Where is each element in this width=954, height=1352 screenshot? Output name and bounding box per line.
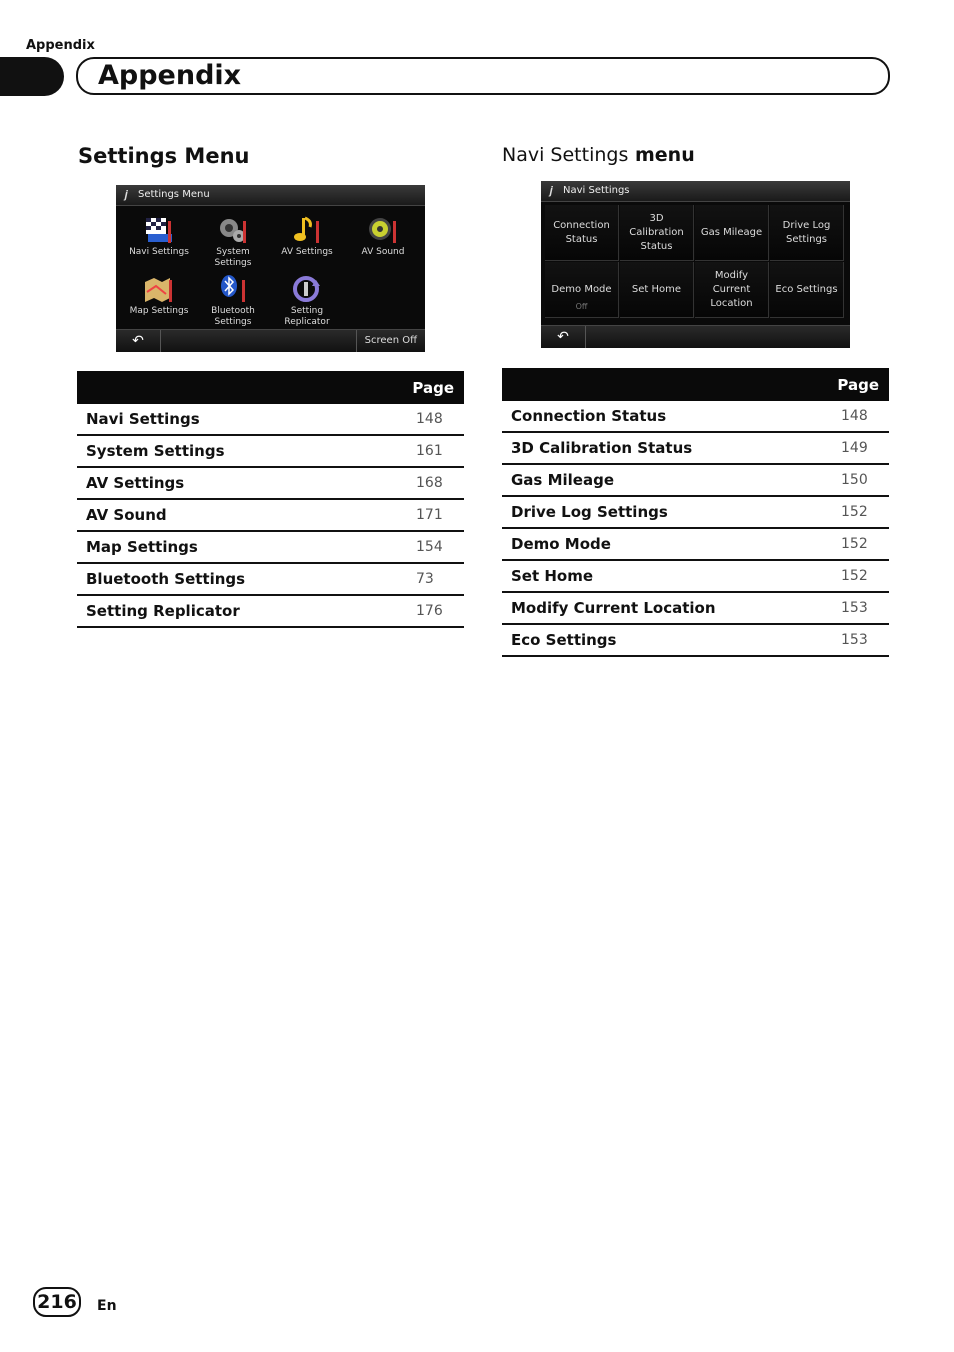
row-page: 153 [841, 632, 868, 648]
page-column-header: Page [412, 379, 454, 397]
title-part: menu [634, 144, 695, 166]
button-label: Set Home [631, 283, 682, 295]
gas-mileage-button[interactable] [695, 205, 769, 261]
button-label: Eco Settings [775, 283, 838, 295]
wrench-icon: 𝒋 [549, 184, 553, 197]
row-name: Setting Replicator [86, 602, 240, 620]
set-home-button[interactable] [620, 262, 694, 318]
gears-icon [216, 215, 250, 245]
tile-label: AV Sound [361, 247, 405, 257]
settings-menu-table [77, 371, 464, 628]
navi-settings-menu-title [502, 144, 695, 166]
row-page: 73 [416, 571, 434, 587]
row-name: Map Settings [86, 538, 198, 556]
running-head: Appendix [26, 38, 95, 53]
row-name: Demo Mode [511, 535, 611, 553]
table-row [502, 465, 889, 497]
tile-label: Replicator [284, 317, 330, 327]
settings-menu-title: Settings Menu [78, 144, 250, 168]
screen-footer [541, 325, 850, 348]
button-label: Drive Log [782, 219, 831, 231]
row-name: System Settings [86, 442, 225, 460]
table-row [77, 500, 464, 532]
title-part: Navi Settings [502, 144, 629, 166]
row-name: Connection Status [511, 407, 667, 425]
settings-menu-screen [116, 185, 425, 352]
table-row [77, 404, 464, 436]
tile-label: Map Settings [129, 306, 189, 316]
back-arrow-icon[interactable]: ↶ [541, 326, 586, 348]
speaker-icon [366, 215, 400, 245]
table-row [77, 564, 464, 596]
row-name: Set Home [511, 567, 594, 585]
screen-header [116, 185, 425, 206]
tile-label: Settings [214, 258, 252, 268]
av-sound-tile[interactable] [346, 215, 420, 258]
map-settings-tile[interactable] [122, 274, 196, 317]
page-title: Appendix [98, 60, 242, 91]
wrench-icon: 𝒋 [124, 188, 128, 201]
drive-log-settings-button[interactable] [770, 205, 844, 261]
row-page: 154 [416, 539, 443, 555]
tile-label: Navi Settings [129, 247, 189, 257]
calibration-status-button[interactable] [620, 205, 694, 261]
button-label: Calibration [629, 226, 684, 238]
row-name: AV Sound [86, 506, 167, 524]
music-note-icon [290, 215, 324, 245]
button-label: Location [710, 297, 753, 309]
table-row [77, 436, 464, 468]
table-row [77, 596, 464, 628]
row-page: 152 [841, 536, 868, 552]
screen-footer [116, 329, 425, 352]
tile-label: AV Settings [281, 247, 333, 257]
table-row [502, 401, 889, 433]
bluetooth-settings-tile[interactable] [196, 274, 270, 328]
button-label: Demo Mode [551, 283, 612, 295]
tile-label: Settings [214, 317, 252, 327]
row-name: Bluetooth Settings [86, 570, 246, 588]
screen-off-button[interactable]: Screen Off [356, 330, 425, 352]
button-label: Modify [714, 269, 749, 281]
row-page: 149 [841, 440, 868, 456]
button-label: Status [640, 240, 673, 252]
table-row [77, 468, 464, 500]
connection-status-button[interactable] [545, 205, 619, 261]
button-label: Status [565, 233, 598, 245]
button-label: Gas Mileage [700, 226, 763, 238]
button-label: Current [712, 283, 751, 295]
row-page: 150 [841, 472, 868, 488]
table-row [502, 529, 889, 561]
row-page: 161 [416, 443, 443, 459]
screen-header-title: Settings Menu [138, 189, 210, 200]
eco-settings-button[interactable] [770, 262, 844, 318]
row-name: Gas Mileage [511, 471, 615, 489]
row-name: Drive Log Settings [511, 503, 668, 521]
row-page: 168 [416, 475, 443, 491]
row-name: Navi Settings [86, 410, 200, 428]
bluetooth-icon [216, 274, 250, 304]
av-settings-tile[interactable] [270, 215, 344, 258]
table-row [502, 497, 889, 529]
row-page: 148 [841, 408, 868, 424]
table-row [77, 532, 464, 564]
row-page: 171 [416, 507, 443, 523]
screen-header [541, 181, 850, 202]
back-arrow-icon[interactable]: ↶ [116, 330, 161, 352]
checkered-flag-icon [142, 215, 176, 245]
row-page: 152 [841, 504, 868, 520]
table-header [77, 371, 464, 404]
navi-settings-table [502, 368, 889, 657]
system-settings-tile[interactable] [196, 215, 270, 269]
page-number: 216 [33, 1287, 81, 1317]
screen-header-title: Navi Settings [563, 185, 630, 196]
modify-current-location-button[interactable] [695, 262, 769, 318]
setting-replicator-tile[interactable] [270, 274, 344, 328]
tile-label: Setting [290, 306, 324, 316]
replicator-icon [290, 274, 324, 304]
table-row [502, 433, 889, 465]
table-header [502, 368, 889, 401]
tile-label: System [216, 247, 250, 257]
row-page: 176 [416, 603, 443, 619]
table-row [502, 561, 889, 593]
language-label: En [97, 1298, 117, 1314]
navi-settings-screen [541, 181, 850, 348]
button-label: Connection [553, 219, 610, 231]
row-name: Eco Settings [511, 631, 617, 649]
row-name: Modify Current Location [511, 599, 716, 617]
map-icon [142, 274, 176, 304]
button-label: 3D [649, 212, 664, 224]
navi-settings-tile[interactable] [122, 215, 196, 258]
row-page: 152 [841, 568, 868, 584]
row-name: AV Settings [86, 474, 185, 492]
row-name: 3D Calibration Status [511, 439, 693, 457]
demo-mode-value: Off [575, 302, 588, 311]
table-row [502, 593, 889, 625]
demo-mode-button[interactable] [545, 262, 619, 318]
button-label: Settings [785, 233, 827, 245]
tile-label: Bluetooth [211, 306, 255, 316]
row-page: 148 [416, 411, 443, 427]
title-bar [76, 57, 890, 95]
chapter-tab [0, 57, 64, 96]
row-page: 153 [841, 600, 868, 616]
table-row [502, 625, 889, 657]
page-column-header: Page [837, 376, 879, 394]
